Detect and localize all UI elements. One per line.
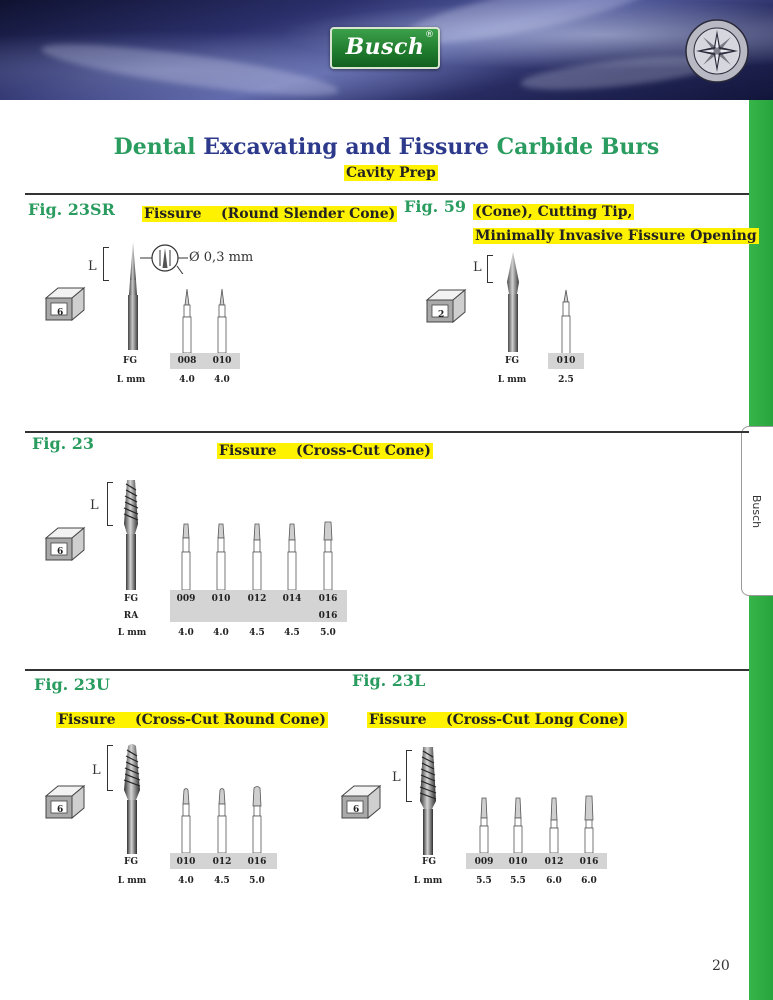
length-value: 6.0: [581, 876, 597, 886]
bur-outline: [215, 786, 229, 853]
size-value: 010: [176, 857, 196, 867]
size-value: 016: [579, 857, 599, 867]
size-value: 010: [556, 356, 576, 366]
size-value: 016: [247, 857, 267, 867]
bur-outline: [180, 287, 194, 353]
length-bracket: [103, 247, 109, 281]
length-value: 5.5: [510, 876, 526, 886]
pack-quantity: 2: [438, 310, 445, 320]
length-bracket: [107, 482, 113, 526]
package-icon: [425, 288, 467, 324]
row-label-fg: FG: [421, 857, 437, 867]
product-name: Fissure (Cross-Cut Long Cone): [369, 712, 625, 728]
product-name: Fissure (Cross-Cut Round Cone): [58, 712, 326, 728]
page-subtitle: Cavity Prep: [346, 165, 436, 181]
length-label: L: [473, 260, 482, 275]
package-icon: [44, 286, 86, 322]
length-bracket: [107, 745, 113, 791]
length-value: 2.5: [558, 375, 574, 385]
row-label-fg: FG: [504, 356, 520, 366]
bur-photo: [118, 742, 146, 854]
bur-outline: [559, 288, 573, 354]
bur-outline: [214, 522, 228, 590]
fig-label: Fig. 23SR: [28, 200, 115, 219]
pack-quantity: 6: [353, 805, 360, 815]
fig-label: Fig. 23U: [34, 675, 110, 694]
length-value: 4.5: [249, 628, 265, 638]
fig-label: Fig. 59: [404, 197, 467, 216]
fig-label: Fig. 23: [32, 434, 95, 453]
length-value: 5.5: [476, 876, 492, 886]
length-value: 5.0: [320, 628, 336, 638]
length-value: 5.0: [249, 876, 265, 886]
product-name: Fissure (Round Slender Cone): [144, 206, 396, 222]
size-value: 010: [508, 857, 528, 867]
size-value: 010: [211, 594, 231, 604]
bur-photo: [500, 250, 526, 352]
size-value: 010: [212, 356, 232, 366]
ra-size-value: 016: [318, 611, 338, 621]
bur-outline: [477, 796, 491, 853]
fig-label: Fig. 23L: [352, 671, 426, 690]
length-value: 4.0: [179, 375, 195, 385]
bur-outline: [547, 796, 561, 853]
size-value: 012: [212, 857, 232, 867]
row-label-fg: FG: [122, 356, 138, 366]
product-name: Fissure (Cross-Cut Cone): [219, 443, 431, 459]
length-value: 4.5: [214, 876, 230, 886]
bur-outline: [179, 522, 193, 590]
size-value: 012: [544, 857, 564, 867]
row-label-fg: FG: [123, 857, 139, 867]
length-label: L: [92, 763, 101, 778]
row-label-lmm: L mm: [116, 375, 146, 385]
row-label-ra: RA: [123, 611, 139, 621]
pack-quantity: 6: [57, 308, 64, 318]
length-value: 4.0: [178, 876, 194, 886]
length-label: L: [90, 498, 99, 513]
bur-outline: [250, 522, 264, 590]
bur-outline: [320, 520, 336, 590]
size-value: 014: [282, 594, 302, 604]
bur-photo: [118, 478, 144, 590]
size-value: 009: [176, 594, 196, 604]
product-name: (Cone), Cutting Tip,: [475, 204, 633, 220]
bur-photo: [122, 240, 144, 350]
size-value: 012: [247, 594, 267, 604]
length-label: L: [392, 770, 401, 785]
divider: [25, 431, 749, 433]
page-title: Dental Excavating and Fissure Carbide Burs: [113, 134, 660, 160]
length-value: 6.0: [546, 876, 562, 886]
package-icon: [340, 784, 382, 820]
bur-outline: [179, 786, 193, 853]
bur-outline: [581, 794, 597, 853]
length-bracket: [406, 750, 412, 802]
bur-outline: [285, 522, 299, 590]
row-label-fg: FG: [123, 594, 139, 604]
pack-quantity: 6: [57, 805, 64, 815]
row-label-lmm: L mm: [413, 876, 443, 886]
length-value: 4.0: [178, 628, 194, 638]
size-value: 009: [474, 857, 494, 867]
length-value: 4.5: [284, 628, 300, 638]
bur-outline: [249, 784, 265, 853]
length-label: L: [88, 259, 97, 274]
length-bracket: [487, 255, 493, 283]
bur-outline: [511, 796, 525, 853]
size-value: 016: [318, 594, 338, 604]
row-label-lmm: L mm: [117, 628, 147, 638]
bur-photo: [414, 745, 442, 855]
diameter-detail-icon: [140, 242, 190, 274]
package-icon: [44, 784, 86, 820]
pack-quantity: 6: [57, 547, 64, 557]
busch-logo: Busch ®: [330, 27, 440, 69]
length-value: 4.0: [213, 628, 229, 638]
divider: [25, 193, 749, 195]
page-number: 20: [712, 958, 730, 974]
side-tab-label: Busch: [750, 494, 764, 528]
header-banner: [0, 0, 773, 100]
length-value: 4.0: [214, 375, 230, 385]
size-value: 008: [177, 356, 197, 366]
row-label-lmm: L mm: [497, 375, 527, 385]
bur-outline: [215, 287, 229, 353]
diameter-label: Ø 0,3 mm: [189, 250, 254, 265]
compass-star-seal-icon: [684, 18, 750, 84]
row-label-lmm: L mm: [117, 876, 147, 886]
package-icon: [44, 526, 86, 562]
product-description: Minimally Invasive Fissure Opening: [475, 228, 757, 244]
